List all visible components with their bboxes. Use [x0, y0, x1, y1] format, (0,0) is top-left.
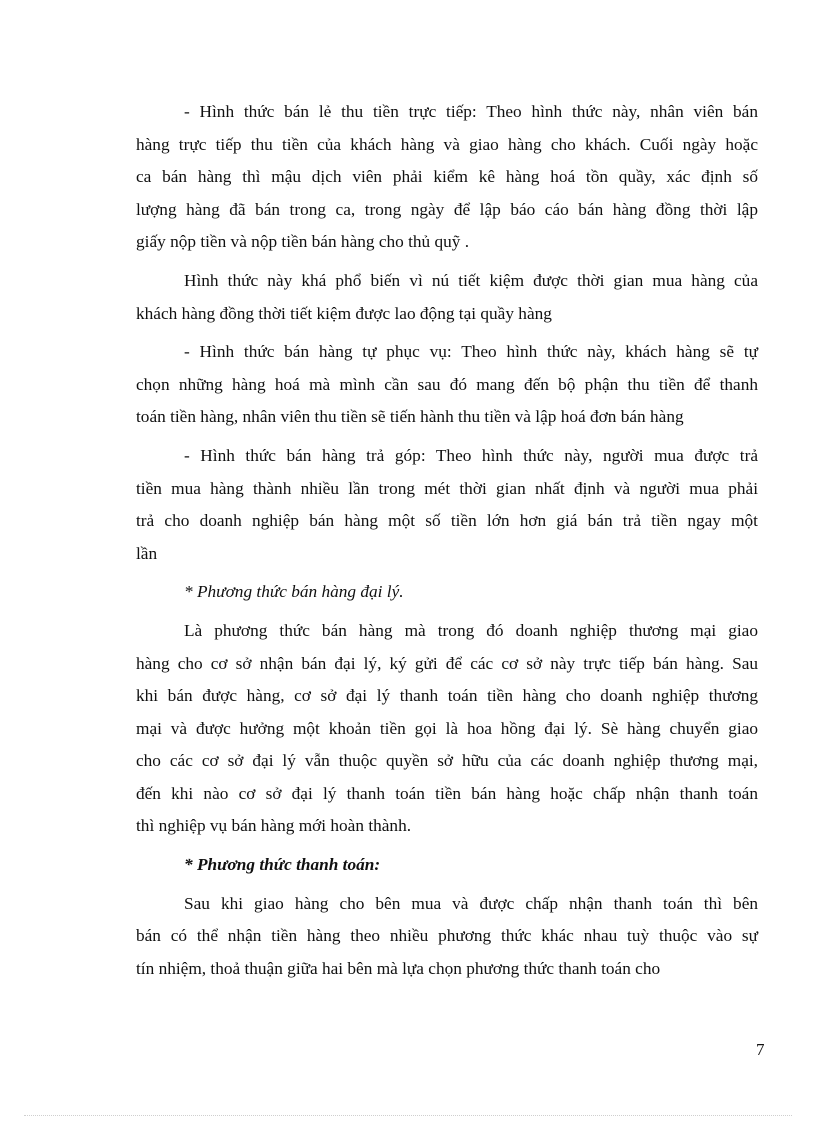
text-line: trả cho doanh nghiệp bán hàng một số tiền lớn hơn giá bán trả tiền ngay một — [136, 511, 758, 531]
text-line: * Phương thức bán hàng đại lý. — [184, 582, 404, 602]
text-line: - Hình thức bán hàng trả góp: Theo hình thức này, người mua được trả — [184, 445, 758, 465]
text-line: thì nghiệp vụ bán hàng mới hoàn thành. — [136, 816, 412, 836]
text-line: khách hàng đồng thời tiết kiệm được lao động tại quầy hàng — [136, 303, 552, 323]
footer-divider — [24, 1115, 792, 1116]
text-line: - Hình thức bán lẻ thu tiền trực tiếp: Theo hình thức này, nhân viên bán — [184, 102, 758, 121]
paragraph-installment — [136, 440, 758, 570]
text-line: tín nhiệm, thoả thuận giữa hai bên mà lựa chọn phương thức thanh toán cho — [136, 958, 661, 978]
text-line: khi bán được hàng, cơ sở đại lý thanh toán tiền hàng cho doanh nghiệp thương — [136, 686, 758, 706]
text-line: hàng cho cơ sở nhận bán đại lý, ký gửi để các cơ sở này trực tiếp bán hàng. Sau — [136, 653, 758, 673]
text-line: ca bán hàng thì mậu dịch viên phải kiểm kê hàng hoá tồn quầy, xác định số — [136, 167, 758, 187]
text-line: mại và được hưởng một khoản tiền gọi là hoa hồng đại lý. Sè hàng chuyển giao — [136, 718, 758, 738]
section-heading-payment-methods — [136, 849, 758, 882]
text-line: Sau khi giao hàng cho bên mua và được chấp nhận thanh toán thì bên — [184, 893, 758, 913]
text-line: lượng hàng đã bán trong ca, trong ngày để lập báo cáo bán hàng đồng thời lập — [136, 199, 758, 219]
page-number: 7 — [756, 1040, 765, 1059]
text-line: * Phương thức thanh toán: — [184, 855, 381, 875]
section-heading-agency-sales — [136, 576, 758, 609]
text-line: bán có thể nhận tiền hàng theo nhiều phương thức khác nhau tuỳ thuộc vào sự — [136, 926, 758, 946]
text-line: hàng trực tiếp thu tiền của khách hàng và giao hàng cho khách. Cuối ngày hoặc — [136, 134, 758, 154]
text-line: Là phương thức bán hàng mà trong đó doanh nghiệp thương mại giao — [184, 620, 758, 640]
paragraph-retail-direct-payment — [136, 96, 758, 259]
paragraph-agency-description — [136, 615, 758, 843]
paragraph-popularity — [136, 265, 758, 330]
paragraph-payment-description — [136, 888, 758, 986]
text-line: tiền mua hàng thành nhiều lần trong mét thời gian nhất định và người mua phải — [136, 478, 758, 498]
text-line: giấy nộp tiền và nộp tiền bán hàng cho thủ quỹ . — [136, 232, 470, 252]
text-line: - Hình thức bán hàng tự phục vụ: Theo hình thức này, khách hàng sẽ tự — [184, 342, 758, 362]
text-line: lần — [136, 543, 158, 563]
document-body — [136, 96, 758, 985]
text-line: Hình thức này khá phổ biến vì nú tiết kiệm được thời gian mua hàng của — [184, 270, 758, 290]
text-line: cho các cơ sở đại lý vẫn thuộc quyền sở hữu của các doanh nghiệp thương mại, — [136, 751, 758, 771]
text-line: toán tiền hàng, nhân viên thu tiền sẽ tiến hành thu tiền và lập hoá đơn bán hàng — [136, 407, 684, 427]
paragraph-self-service — [136, 336, 758, 434]
text-line: đến khi nào cơ sở đại lý thanh toán tiền bán hàng hoặc chấp nhận thanh toán — [136, 783, 758, 803]
text-line: chọn những hàng hoá mà mình cần sau đó mang đến bộ phận thu tiền để thanh — [136, 374, 758, 394]
